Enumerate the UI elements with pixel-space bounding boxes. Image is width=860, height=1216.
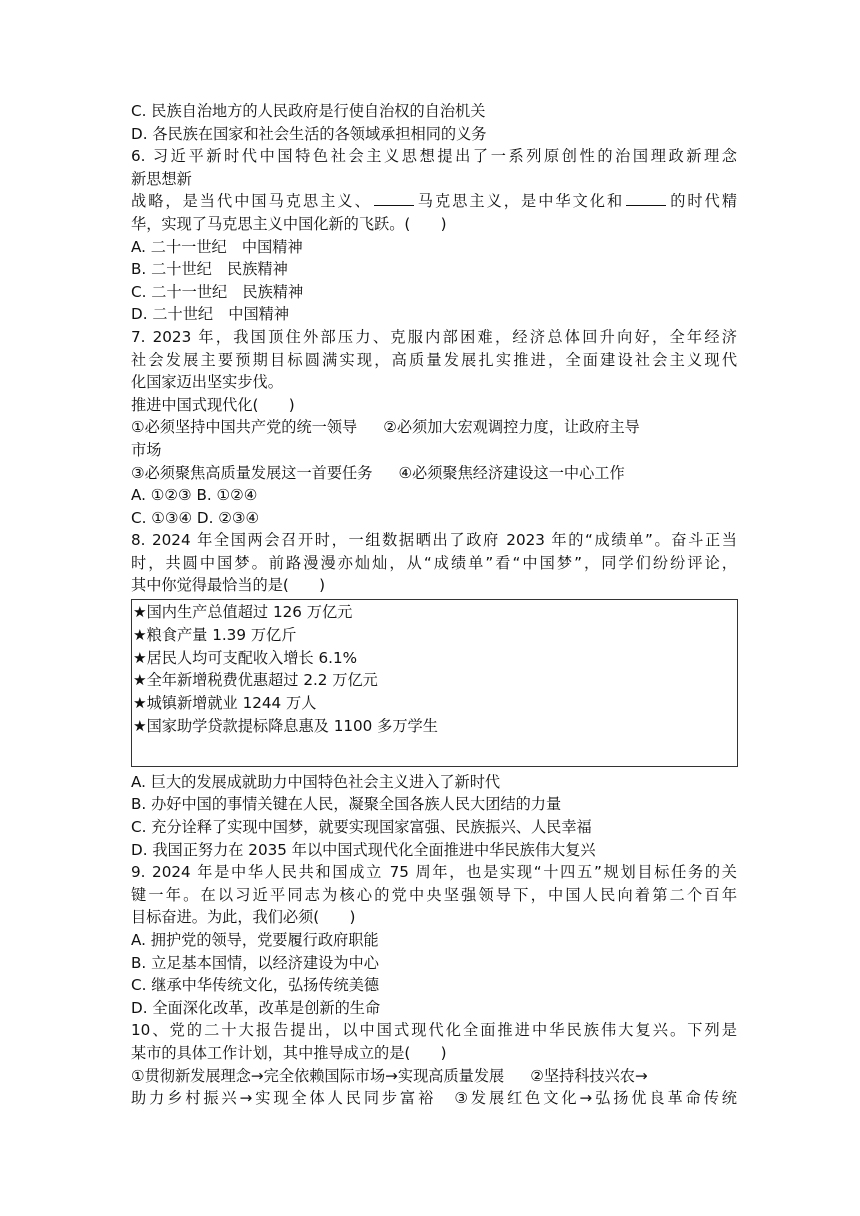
q7-item-2-cont: 市场	[131, 440, 162, 459]
q10-chain-line2: 助力乡村振兴→实现全体人民同步富裕 ③发展红色文化→弘扬优良革命传统	[131, 1089, 737, 1108]
q7-stem-line2: 社会发展主要预期目标圆满实现，高质量发展扎实推进，全面建设社会主义现代	[131, 350, 737, 369]
q5-option-c: C. 民族自治地方的人民政府是行使自治权的自治机关	[131, 102, 486, 120]
q7-stem-line4: 推进中国式现代化( )	[131, 395, 295, 414]
q8-option-d: D. 我国正努力在 2035 年以中国式现代化全面推进中华民族伟大复兴	[131, 840, 596, 859]
q9-option-a: A. 拥护党的领导，党要履行政府职能	[131, 931, 379, 949]
answer-blank-1	[374, 191, 414, 206]
box-item-grain: ★粮食产量 1.39 万亿斤	[133, 625, 297, 644]
q9-option-d: D. 全面深化改革，改革是创新的生命	[131, 998, 381, 1017]
box-item-income: ★居民人均可支配收入增长 6.1%	[133, 648, 358, 667]
q6-stem-line4: 华，实现了马克思主义中国化新的飞跃。( )	[131, 214, 447, 233]
q7-item-3: ③必须聚焦高质量发展这一首要任务	[131, 463, 373, 482]
q10-chain-line1	[131, 1065, 737, 1088]
q6-stem-part-c: 的时代精	[668, 192, 737, 211]
q10-stem-line1: 10、党的二十大报告提出，以中国式现代化全面推进中华民族伟大复兴。下列是	[131, 1021, 737, 1040]
box-item-tax: ★全年新增税费优惠超过 2.2 万亿元	[133, 671, 378, 690]
q7-items-line1	[131, 416, 737, 439]
q10-chain-1: ①贯彻新发展理念→完全依赖国际市场→实现高质量发展	[131, 1066, 505, 1085]
q6-option-d: D. 二十世纪 中国精神	[131, 305, 290, 324]
box-item-gdp: ★国内生产总值超过 126 万亿元	[133, 603, 353, 622]
q7-item-1: ①必须坚持中国共产党的统一领导	[131, 418, 358, 437]
q5-option-d: D. 各民族在国家和社会生活的各领域承担相同的义务	[131, 124, 487, 143]
q9-option-b: B. 立足基本国情，以经济建设为中心	[131, 953, 379, 972]
q8-option-b: B. 办好中国的事情关键在人民，凝聚全国各族人民大团结的力量	[131, 795, 562, 814]
q6-stem-part-a: 战略，是当代中国马克思主义、	[131, 192, 372, 211]
q8-option-a: A. 巨大的发展成就助力中国特色社会主义进入了新时代	[131, 772, 501, 791]
achievement-data-box	[131, 599, 738, 767]
q7-stem-line1: 7. 2023 年，我国顶住外部压力、克服内部困难，经济总体回升向好，全年经济	[131, 327, 737, 346]
q9-stem-line1: 9. 2024 年是中华人民共和国成立 75 周年，也是实现“十四五”规划目标任务的关	[131, 863, 737, 882]
q7-item-4: ④必须聚焦经济建设这一中心工作	[398, 463, 625, 482]
q6-stem-line3	[131, 190, 737, 213]
q8-option-c: C. 充分诠释了实现中国梦，就要实现国家富强、民族振兴、人民幸福	[131, 818, 592, 837]
answer-blank-2	[626, 191, 666, 206]
q8-stem-line3: 其中你觉得最恰当的是( )	[131, 576, 326, 595]
q9-option-c: C. 继承中华传统文化，弘扬传统美德	[131, 976, 380, 995]
q9-stem-line3: 目标奋进。为此，我们必须( )	[131, 908, 356, 927]
q7-item-2: ②必须加大宏观调控力度，让政府主导	[383, 418, 640, 437]
q6-stem-part-b: 马克思主义，是中华文化和	[415, 192, 625, 211]
exam-page	[131, 100, 737, 1110]
q8-stem-line2: 时，共圆中国梦。前路漫漫亦灿灿，从“成绩单”看“中国梦”，同学们纷纷评论，	[131, 553, 737, 572]
q8-stem-line1: 8. 2024 年全国两会召开时，一组数据晒出了政府 2023 年的“成绩单”。奋斗正当	[131, 531, 737, 550]
q6-option-c: C. 二十一世纪 民族精神	[131, 282, 304, 301]
q6-stem-line2: 新思想新	[131, 169, 192, 188]
q6-stem-line1: 6. 习近平新时代中国特色社会主义思想提出了一系列原创性的治国理政新理念	[131, 147, 737, 166]
box-item-student-loans: ★国家助学贷款提标降息惠及 1100 多万学生	[133, 717, 438, 736]
q10-stem-line2: 某市的具体工作计划，其中推导成立的是( )	[131, 1043, 447, 1062]
q7-options-ab: A. ①②③ B. ①②④	[131, 486, 258, 505]
q6-option-b: B. 二十世纪 民族精神	[131, 260, 288, 279]
q7-items-line2	[131, 462, 737, 485]
box-item-employment: ★城镇新增就业 1244 万人	[133, 694, 317, 713]
q7-stem-line3: 化国家迈出坚实步伐。	[131, 373, 283, 392]
q10-chain-2-start: ②坚持科技兴农→	[530, 1066, 648, 1085]
q9-stem-line2: 键一年。在以习近平同志为核心的党中央坚强领导下，中国人民向着第二个百年	[131, 885, 737, 904]
q6-option-a: A. 二十一世纪 中国精神	[131, 237, 303, 256]
q7-options-cd: C. ①③④ D. ②③④	[131, 508, 260, 527]
